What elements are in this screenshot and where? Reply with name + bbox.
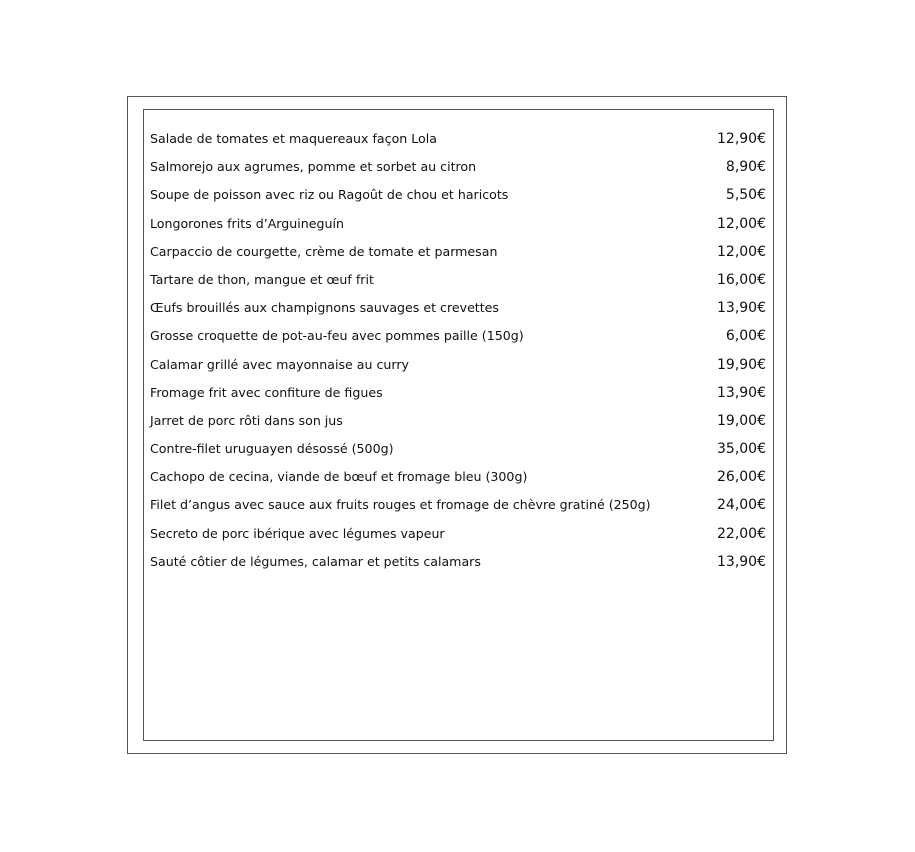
menu-item-name: Filet d’angus avec sauce aux fruits rouges et fromage de chèvre gratiné (250g): [150, 497, 651, 513]
menu-item-name: Salade de tomates et maquereaux façon Lola: [150, 131, 437, 146]
dot-leader: [446, 537, 716, 538]
menu-item-name: Fromage frit avec confiture de figues: [150, 384, 383, 400]
menu-item-name: Secreto de porc ibérique avec légumes vapeur: [150, 525, 445, 541]
menu-item-price: 35,00€: [717, 441, 766, 458]
menu-item: [150, 463, 766, 491]
menu-item-price: 12,00€: [717, 215, 766, 232]
menu-item-name: Tartare de thon, mangue et œuf frit: [150, 271, 374, 287]
menu-item-price: 24,00€: [717, 497, 766, 514]
dot-leader: [500, 311, 716, 312]
dot-leader: [438, 142, 716, 143]
dot-leader: [652, 508, 716, 509]
menu-item-price: 16,00€: [717, 271, 766, 288]
menu-item-price: 22,00€: [717, 525, 766, 542]
menu-item-price: 19,00€: [717, 412, 766, 429]
menu-item-price: 12,90€: [717, 131, 766, 147]
menu-item: [150, 210, 766, 238]
dot-leader: [410, 368, 716, 369]
menu-item: [150, 181, 766, 209]
menu-item-price: 13,90€: [717, 384, 766, 401]
menu-item-price: 13,90€: [717, 300, 766, 317]
dot-leader: [375, 283, 716, 284]
dot-leader: [345, 227, 716, 228]
menu-item-price: 5,50€: [725, 187, 766, 204]
menu-item-price: 13,90€: [717, 553, 766, 570]
menu-item: [150, 548, 766, 576]
menu-item-name: Jarret de porc rôti dans son jus: [150, 412, 343, 428]
menu-item: [150, 153, 766, 181]
menu-item: [150, 351, 766, 379]
menu-item: [150, 407, 766, 435]
menu-item: [150, 435, 766, 463]
dot-leader: [498, 255, 716, 256]
menu-item: [150, 294, 766, 322]
dot-leader: [344, 424, 716, 425]
menu-item-name: Œufs brouillés aux champignons sauvages et crevettes: [150, 300, 499, 316]
dot-leader: [477, 170, 725, 171]
menu-item: [150, 238, 766, 266]
menu-item: [150, 491, 766, 519]
menu-item-name: Carpaccio de courgette, crème de tomate et parmesan: [150, 243, 498, 259]
menu-item-name: Cachopo de cecina, viande de bœuf et fromage bleu (300g): [150, 469, 528, 485]
menu-item-price: 8,90€: [725, 159, 766, 176]
menu-item-name: Grosse croquette de pot-au-feu avec pommes paille (150g): [150, 328, 524, 344]
dot-leader: [482, 565, 716, 566]
menu-item-price: 19,90€: [717, 356, 766, 373]
menu-item-price: 26,00€: [717, 469, 766, 486]
menu-item-name: Salmorejo aux agrumes, pomme et sorbet au citron: [150, 159, 477, 175]
dot-leader: [395, 452, 717, 453]
menu-item-price: 6,00€: [725, 328, 766, 345]
dot-leader: [528, 480, 716, 481]
menu-item: [150, 266, 766, 294]
menu-item-name: Calamar grillé avec mayonnaise au curry: [150, 356, 409, 372]
menu-item-name: Soupe de poisson avec riz ou Ragoût de chou et haricots: [150, 187, 509, 203]
menu-item-name: Contre-filet uruguayen désossé (500g): [150, 441, 394, 457]
menu-item: [150, 520, 766, 548]
menu-list: [150, 125, 766, 576]
dot-leader: [509, 198, 725, 199]
menu-item-name: Sauté côtier de légumes, calamar et petits calamars: [150, 553, 481, 569]
dot-leader: [525, 339, 725, 340]
menu-item-name: Longorones frits d’Arguineguín: [150, 215, 344, 231]
menu-item: [150, 379, 766, 407]
menu-item-price: 12,00€: [717, 243, 766, 260]
menu-item: [150, 322, 766, 350]
menu-item: [150, 125, 766, 153]
dot-leader: [384, 396, 716, 397]
